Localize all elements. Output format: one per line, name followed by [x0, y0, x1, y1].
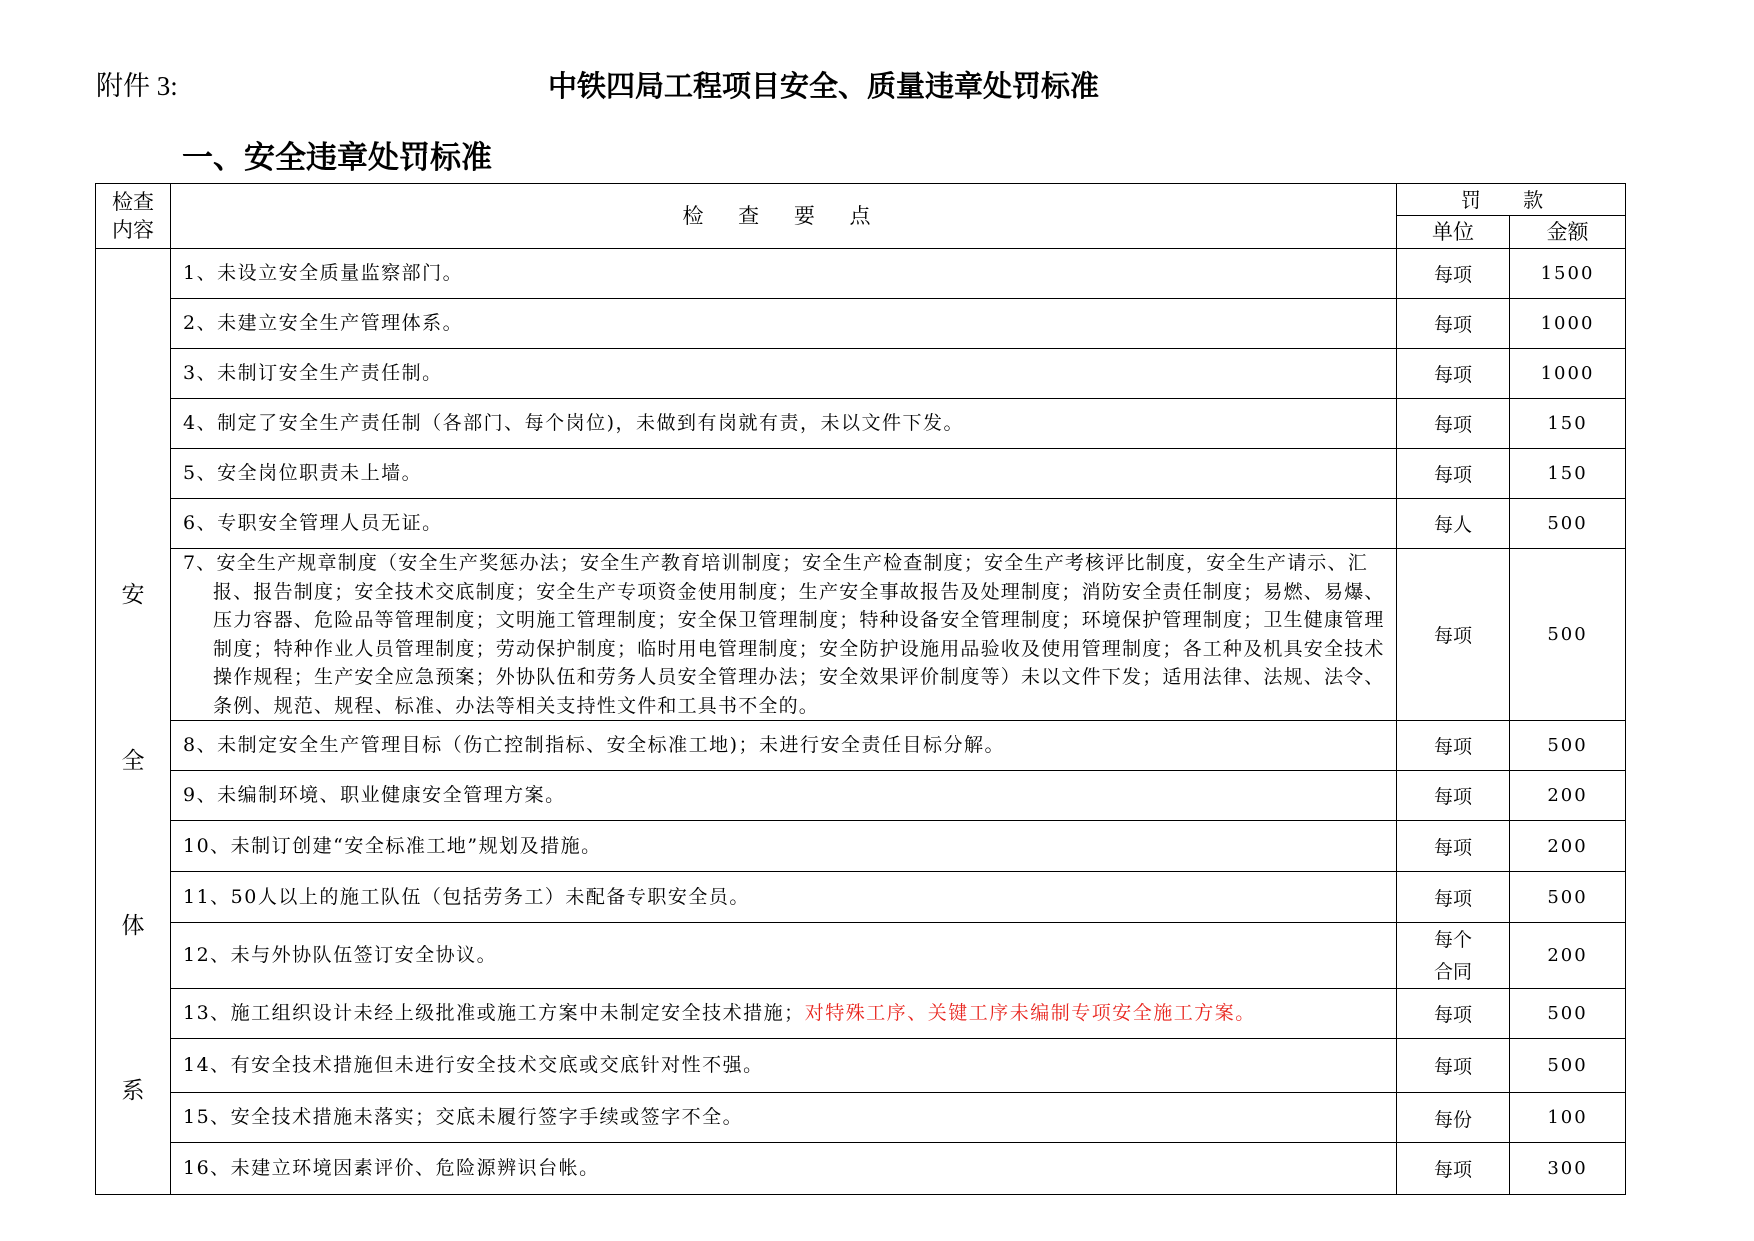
header-category-line2: 内容 — [112, 218, 154, 242]
check-item: 1、未设立安全质量监察部门。 — [171, 249, 1397, 299]
check-item: 9、未编制环境、职业健康安全管理方案。 — [171, 771, 1397, 821]
fine-unit: 每项 — [1397, 449, 1510, 499]
fine-amount: 200 — [1510, 771, 1626, 821]
check-item: 14、有安全技术措施但未进行安全技术交底或交底针对性不强。 — [171, 1039, 1397, 1093]
category-char: 系 — [121, 1078, 145, 1104]
check-item: 16、未建立环境因素评价、危险源辨识台帐。 — [171, 1143, 1397, 1195]
fine-unit: 每项 — [1397, 771, 1510, 821]
fine-amount: 200 — [1510, 923, 1626, 989]
header-category-line1: 检查 — [112, 190, 154, 214]
fine-unit — [1397, 923, 1510, 989]
fine-amount: 500 — [1510, 499, 1626, 549]
fine-unit: 每项 — [1397, 349, 1510, 399]
header-amount: 金额 — [1510, 216, 1626, 249]
fine-unit: 每项 — [1397, 399, 1510, 449]
check-item — [171, 549, 1397, 721]
header-check-points: 检 查 要 点 — [171, 184, 1397, 249]
fine-unit: 每项 — [1397, 249, 1510, 299]
fine-amount: 1000 — [1510, 349, 1626, 399]
category-char: 体 — [121, 913, 145, 939]
check-item: 3、未制订安全生产责任制。 — [171, 349, 1397, 399]
fine-unit: 每项 — [1397, 549, 1510, 721]
check-item: 2、未建立安全生产管理体系。 — [171, 299, 1397, 349]
fine-amount: 500 — [1510, 989, 1626, 1039]
fine-amount: 500 — [1510, 549, 1626, 721]
category-cell — [96, 249, 171, 1195]
fine-unit: 每项 — [1397, 721, 1510, 771]
section-heading: 一、安全违章处罚标准 — [182, 140, 492, 176]
header-unit: 单位 — [1397, 216, 1510, 249]
fine-unit: 每项 — [1397, 821, 1510, 872]
penalty-table — [95, 183, 1626, 1195]
check-item: 15、安全技术措施未落实；交底未履行签字手续或签字不全。 — [171, 1093, 1397, 1143]
fine-unit: 每项 — [1397, 1039, 1510, 1093]
document-title: 中铁四局工程项目安全、质量违章处罚标准 — [548, 69, 1100, 103]
check-item: 10、未制订创建“安全标准工地”规划及措施。 — [171, 821, 1397, 872]
header-category — [96, 184, 171, 249]
fine-amount: 300 — [1510, 1143, 1626, 1195]
fine-amount: 500 — [1510, 721, 1626, 771]
header-fine: 罚 款 — [1397, 184, 1626, 216]
attachment-label: 附件 3: — [96, 71, 178, 101]
fine-unit: 每份 — [1397, 1093, 1510, 1143]
check-item: 11、50人以上的施工队伍（包括劳务工）未配备专职安全员。 — [171, 872, 1397, 923]
check-item-highlight: 对特殊工序、关键工序未编制专项安全施工方案。 — [804, 1002, 1256, 1024]
check-item: 8、未制定安全生产管理目标（伤亡控制指标、安全标准工地)；未进行安全责任目标分解。 — [171, 721, 1397, 771]
fine-unit: 每项 — [1397, 989, 1510, 1039]
fine-amount: 1500 — [1510, 249, 1626, 299]
check-item — [171, 989, 1397, 1039]
check-item: 5、安全岗位职责未上墙。 — [171, 449, 1397, 499]
fine-unit: 每项 — [1397, 1143, 1510, 1195]
fine-unit-line1: 每个 — [1433, 928, 1472, 951]
fine-amount: 500 — [1510, 1039, 1626, 1093]
fine-amount: 500 — [1510, 872, 1626, 923]
check-item-text: 7、安全生产规章制度（安全生产奖惩办法；安全生产教育培训制度；安全生产检查制度；安全生产考核评比制度，安全生产请示、汇报、报告制度；安全技术交底制度；安全生产专项资金使用制度；生产安全事故报告及处理制度；消防安全责任制度；易燃、易爆、压力容器、危险品等管理制度；文明施工管理制度；安全保卫管理制度；特种设备安全管理制度；环境保护管理制度；卫生健康管理制度；特种作业人员管理制度；劳动保护制度；临时用电管理制度；安全防护设施用品验收及使用管理制度；各工种及机具安全技术操作规程；生产安全应急预案；外协队伍和劳务人员安全管理办法；安全效果评价制度等）未以文件下发；适用法律、法规、法令、条例、规范、规程、标准、办法等相关支持性文件和工具书不全的。 — [183, 552, 1385, 717]
fine-unit: 每人 — [1397, 499, 1510, 549]
check-item: 6、专职安全管理人员无证。 — [171, 499, 1397, 549]
category-char: 全 — [121, 748, 145, 774]
fine-amount: 150 — [1510, 399, 1626, 449]
fine-unit: 每项 — [1397, 872, 1510, 923]
category-char: 安 — [121, 582, 145, 608]
fine-unit-line2: 合同 — [1433, 960, 1472, 983]
fine-amount: 1000 — [1510, 299, 1626, 349]
fine-unit: 每项 — [1397, 299, 1510, 349]
check-item: 12、未与外协队伍签订安全协议。 — [171, 923, 1397, 989]
fine-amount: 150 — [1510, 449, 1626, 499]
fine-amount: 100 — [1510, 1093, 1626, 1143]
check-item: 4、制定了安全生产责任制（各部门、每个岗位)，未做到有岗就有责，未以文件下发。 — [171, 399, 1397, 449]
fine-amount: 200 — [1510, 821, 1626, 872]
check-item-text: 13、施工组织设计未经上级批准或施工方案中未制定安全技术措施； — [183, 1002, 805, 1024]
